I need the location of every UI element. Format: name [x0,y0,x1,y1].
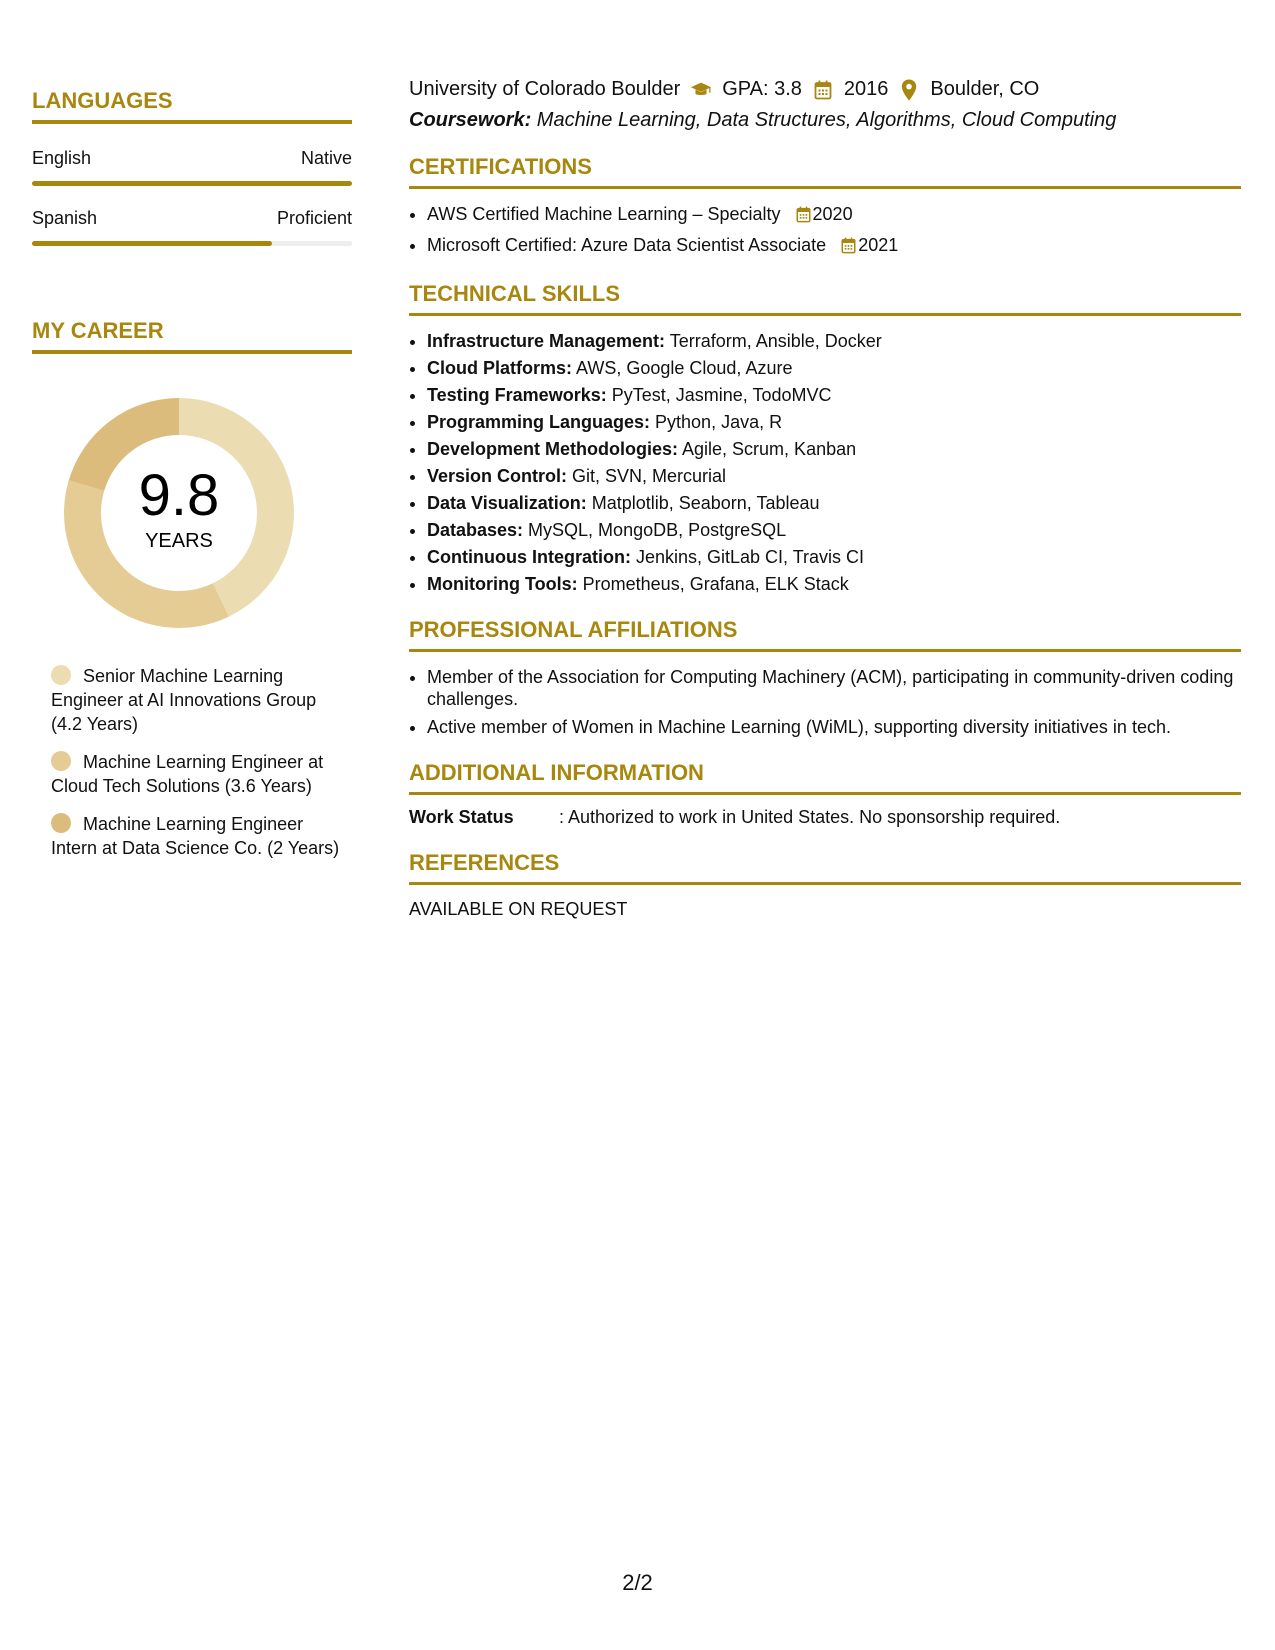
affiliation-item: • Member of the Association for Computing Machinery (ACM), participating in community-driven coding challenges. [427,666,1241,710]
skill-value: Agile, Scrum, Kanban [678,439,857,459]
skill-label: Infrastructure Management: [427,331,666,351]
references-text: AVAILABLE ON REQUEST [409,899,628,919]
language-bar [32,181,352,186]
skill-label: Continuous Integration: [427,547,631,567]
skill-item [427,384,1241,406]
additional-title: ADDITIONAL INFORMATION [409,760,1241,795]
certifications-list [409,203,1241,259]
language-spanish [32,208,352,246]
affiliations-list [409,666,1241,738]
certification-name: Microsoft Certified: Azure Data Scientist Associate [427,235,827,255]
career-item [51,812,341,860]
skills-list [409,330,1241,595]
certification-year: 2020 [812,204,853,224]
coursework [409,109,1241,132]
work-status-label: Work Status [409,807,514,827]
skill-value: MySQL, MongoDB, PostgreSQL [523,520,787,540]
gpa: GPA: 3.8 [722,78,802,100]
legend-dot [51,813,71,833]
skill-value: Terraform, Ansible, Docker [665,331,882,351]
education-location: Boulder, CO [930,78,1040,100]
affiliation-item: • Active member of Women in Machine Learning (WiML), supporting diversity initiatives in tech. [427,716,1241,738]
skill-value: Git, SVN, Mercurial [567,466,727,486]
work-status [409,807,1241,828]
career-item-text: Machine Learning Engineer Intern at Data Science Co. (2 Years) [51,814,340,858]
skill-item [427,546,1241,568]
skill-item [427,573,1241,595]
language-level: Proficient [276,208,352,228]
main-content [409,78,1241,920]
additional-section [409,760,1241,828]
certifications-section [409,154,1241,259]
school-name: University of Colorado Boulder [409,78,681,100]
skill-item [427,357,1241,379]
location-pin-icon [898,79,920,101]
career-item-text: Senior Machine Learning Engineer at AI Innovations Group (4.2 Years) [51,666,317,734]
career-item [51,750,341,798]
skill-label: Testing Frameworks: [427,385,607,405]
certification-item [427,203,1241,228]
skill-value: Jenkins, GitLab CI, Travis CI [630,547,865,567]
legend-dot [51,665,71,685]
references-title: REFERENCES [409,850,1241,885]
skill-label: Databases: [427,520,524,540]
graduation-cap-icon [690,79,712,101]
language-level: Native [300,148,352,168]
skill-item [427,411,1241,433]
language-name: Spanish [32,208,98,228]
skill-label: Version Control: [427,466,568,486]
affiliations-title: PROFESSIONAL AFFILIATIONS [409,617,1241,652]
skill-value: AWS, Google Cloud, Azure [572,358,793,378]
calendar-icon [841,237,856,259]
language-bar-fill [32,181,352,186]
calendar-icon [812,79,834,101]
certification-item [427,234,1241,259]
career-title: MY CAREER [32,318,352,354]
skill-item [427,330,1241,352]
work-status-value: : Authorized to work in United States. No sponsorship required. [559,807,1061,827]
skill-label: Development Methodologies: [427,439,679,459]
career-item-text: Machine Learning Engineer at Cloud Tech Solutions (3.6 Years) [51,752,324,796]
career-item [51,664,341,736]
languages-title: LANGUAGES [32,88,352,124]
career-donut [64,398,294,628]
skill-item [427,519,1241,541]
skills-title: TECHNICAL SKILLS [409,281,1241,316]
career-list [51,664,341,860]
certification-year: 2021 [858,235,899,255]
certifications-title: CERTIFICATIONS [409,154,1241,189]
language-name: English [32,148,92,168]
career-total: 9.8 [138,462,220,528]
language-english [32,148,352,186]
graduation-year: 2016 [843,78,889,100]
education-line [409,78,1241,101]
career-unit: YEARS [145,529,213,552]
skill-value: Python, Java, R [650,412,783,432]
skill-value: PyTest, Jasmine, TodoMVC [606,385,832,405]
skill-label: Monitoring Tools: [427,574,578,594]
certification-name: AWS Certified Machine Learning – Specialty [427,204,781,224]
skill-item [427,465,1241,487]
skill-label: Cloud Platforms: [427,358,573,378]
calendar-icon [796,206,811,228]
skill-value: Matplotlib, Seaborn, Tableau [586,493,820,513]
skill-item [427,492,1241,514]
coursework-label: Coursework: [409,109,532,131]
skill-label: Programming Languages: [427,412,651,432]
language-bar [32,241,352,246]
page-number: 2/2 [622,1570,653,1595]
coursework-text: Machine Learning, Data Structures, Algorithms, Cloud Computing [531,109,1117,131]
language-bar-fill [32,241,272,246]
skill-value: Prometheus, Grafana, ELK Stack [577,574,849,594]
sidebar [32,88,352,876]
legend-dot [51,751,71,771]
skills-section [409,281,1241,595]
skill-label: Data Visualization: [427,493,587,513]
references-section [409,850,1241,920]
affiliations-section [409,617,1241,738]
skill-item [427,438,1241,460]
